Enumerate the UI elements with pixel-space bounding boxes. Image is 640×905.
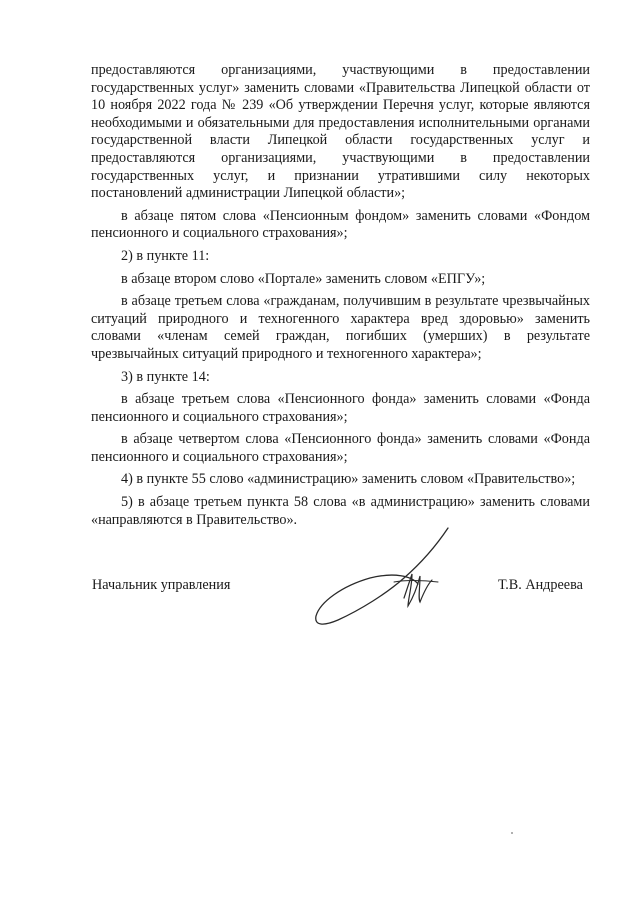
paragraph-item-2: 2) в пункте 11: [121, 247, 210, 264]
signatory-name: Т.В. Андреева [498, 577, 583, 593]
paragraph-item-5: 5) в абзаце третьем пункта 58 слова «в администрацию» заменить словами «направляются в Правительство». [91, 494, 590, 528]
paragraph-continuation: предоставляются организациями, участвующими в предоставлении государственных услуг» заменить словами «Правительства Липецкой области от 10 ноября 2022 года № 239 «Об утверждении Перечня услуг, которые являются необходимыми и обязательными для предоставления исполнительными органами государственной власти Липецкой области государственных услуг и предоставляются организациями, участвующими в предоставлении государственных услуг, и признании утратившими силу некоторых постановлений администрации Липецкой области»; [91, 62, 590, 202]
paragraph-item-2-abzac-2: в абзаце втором слово «Портале» заменить словом «ЕПГУ»; [121, 270, 486, 287]
signatory-title: Начальник управления [92, 577, 231, 593]
handwritten-signature [308, 526, 468, 636]
paragraph-item-3-abzac-4: в абзаце четвертом слова «Пенсионного фонда» заменить словами «Фонда пенсионного и социального страхования»; [91, 431, 590, 465]
scan-speck [511, 832, 513, 834]
paragraph-5-abzac: в абзаце пятом слова «Пенсионным фондом» заменить словами «Фондом пенсионного и социального страхования»; [91, 207, 590, 242]
paragraph-item-3-abzac-3: в абзаце третьем слова «Пенсионного фонда» заменить словами «Фонда пенсионного и социального страхования»; [91, 391, 590, 425]
paragraph-item-3: 3) в пункте 14: [121, 368, 210, 385]
document-body [91, 62, 590, 529]
paragraph-item-2-abzac-3: в абзаце третьем слова «гражданам, получившим в результате чрезвычайных ситуаций природного и техногенного характера вред здоровью» заменить словами «членам семей граждан, погибших (умерших) в результате чрезвычайных ситуаций природного и техногенного характера»; [91, 293, 590, 362]
paragraph-item-4: 4) в пункте 55 слово «администрацию» заменить словом «Правительство»; [121, 471, 576, 488]
